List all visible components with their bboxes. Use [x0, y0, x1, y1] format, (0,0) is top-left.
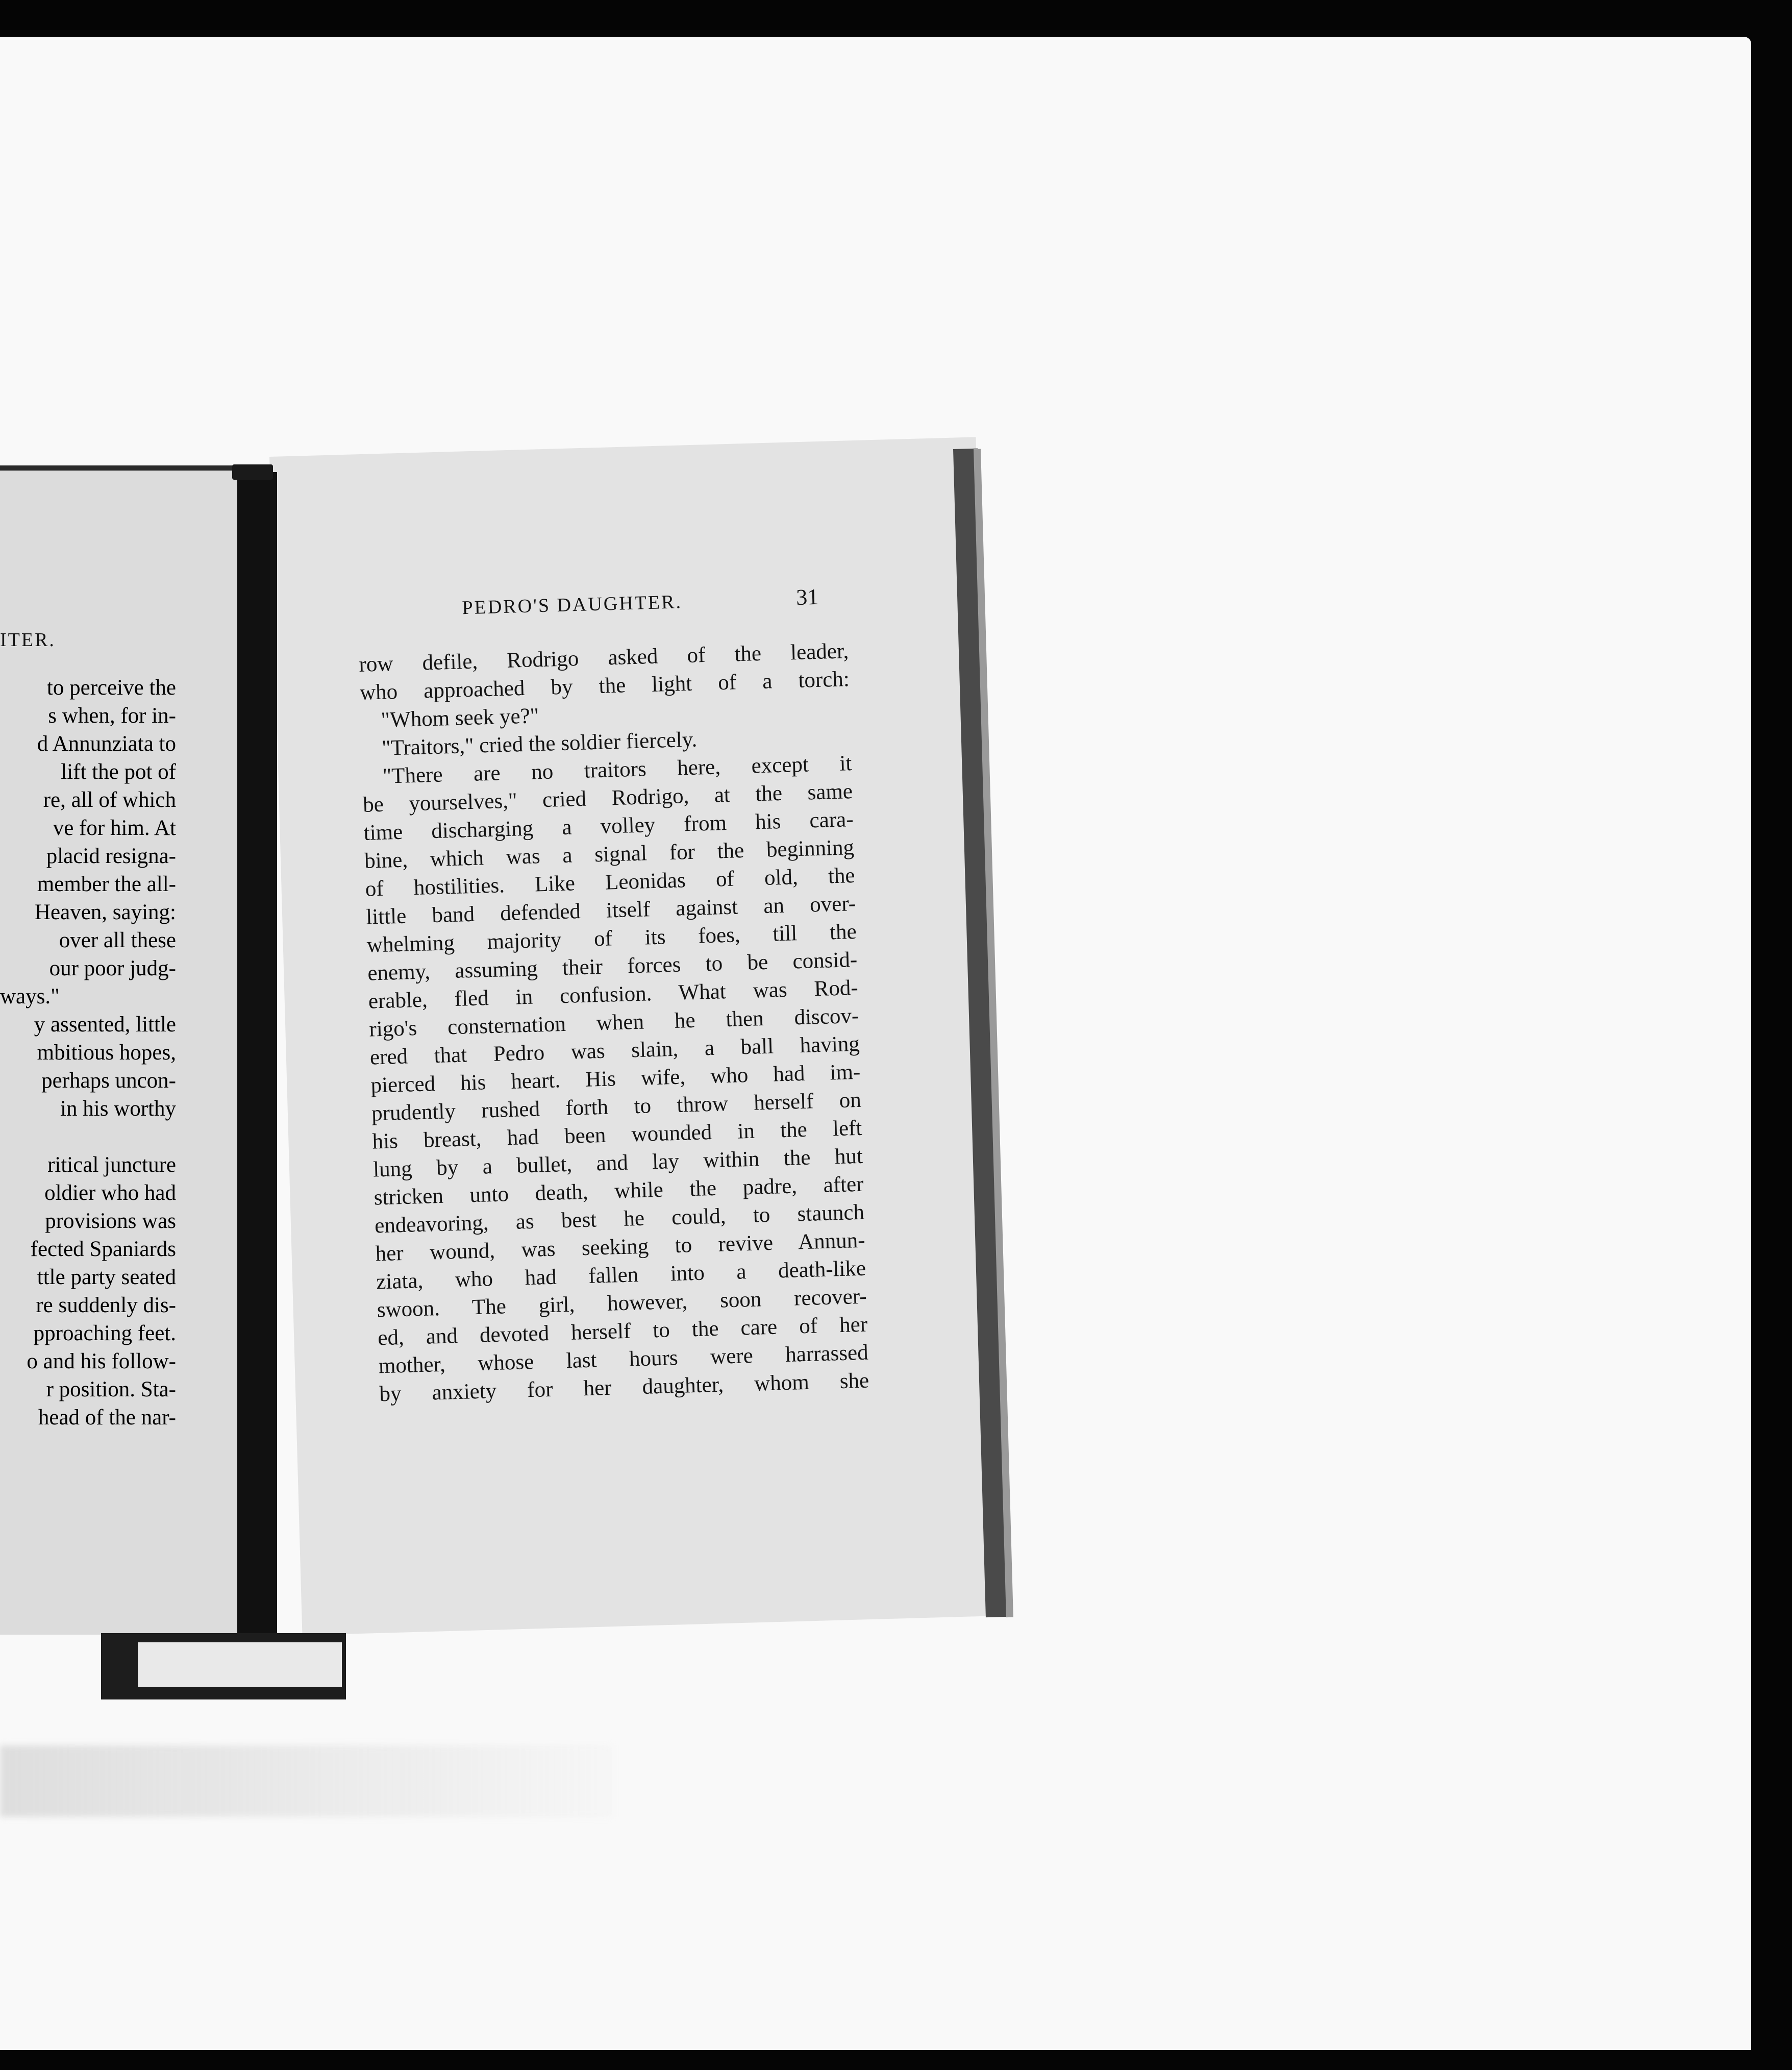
body-line: his breast, had been wounded in the left	[372, 1116, 862, 1154]
body-line: ed, and devoted herself to the care of her	[377, 1312, 868, 1350]
left-line: Heaven, saying:	[34, 900, 176, 924]
body-line: bine, which was a signal for the beginning	[364, 835, 855, 873]
left-line: ve for him. At	[53, 816, 176, 840]
left-line: fected Spaniards	[30, 1237, 176, 1261]
running-head-title: PEDRO'S DAUGHTER.	[461, 591, 683, 619]
left-line: re, all of which	[43, 788, 176, 812]
left-line: perhaps uncon-	[41, 1069, 176, 1093]
left-line: r position. Sta-	[46, 1377, 176, 1401]
left-line: s when, for in-	[48, 704, 176, 728]
page-number: 31	[795, 584, 819, 610]
body-line: whelming majority of its foes, till the	[366, 919, 857, 957]
book-clip-inner	[138, 1642, 342, 1687]
body-line: "Whom seek ye?"	[380, 704, 539, 732]
body-line: ziata, who had fallen into a death-like	[376, 1256, 866, 1294]
body-line: ered that Pedro was slain, a ball having	[369, 1031, 860, 1070]
left-line: in his worthy	[60, 1097, 176, 1121]
left-line: y assented, little	[34, 1013, 176, 1037]
left-line: oldier who had	[44, 1181, 176, 1205]
body-line: enemy, assuming their forces to be consid-	[367, 947, 858, 985]
left-line: our poor judg-	[49, 956, 176, 980]
left-page-text	[0, 674, 176, 1432]
scan-border-right	[1751, 0, 1792, 2070]
body-line: endeavoring, as best he could, to staunch	[374, 1200, 865, 1238]
left-line: head of the nar-	[38, 1406, 176, 1430]
left-line: ritical juncture	[47, 1153, 176, 1177]
left-line: pproaching feet.	[33, 1321, 176, 1345]
left-line-blank	[0, 1123, 176, 1151]
left-line: ways."	[0, 984, 60, 1008]
body-line: little band defended itself against an over-	[365, 891, 856, 929]
left-line: over all these	[59, 928, 176, 952]
left-line: placid resigna-	[46, 844, 176, 868]
body-line: who approached by the light of a torch:	[359, 667, 850, 705]
body-line: row defile, Rodrigo asked of the leader,	[358, 639, 849, 677]
left-line: ttle party seated	[37, 1265, 176, 1289]
body-line: prudently rushed forth to throw herself on	[371, 1088, 862, 1126]
body-line: her wound, was seeking to revive Annun-	[375, 1228, 866, 1266]
body-line: of hostilities. Like Leonidas of old, the	[365, 863, 856, 901]
book-gutter	[237, 472, 277, 1641]
left-line: lift the pot of	[61, 760, 176, 784]
body-line: mother, whose last hours were harrassed	[378, 1340, 869, 1378]
book-spine-top	[232, 464, 273, 480]
body-line: erable, fled in confusion. What was Rod-	[368, 975, 859, 1014]
body-line: time discharging a volley from his cara-	[363, 807, 854, 845]
left-line: to perceive the	[46, 676, 176, 700]
left-line: provisions was	[45, 1209, 176, 1233]
left-line: member the all-	[37, 872, 176, 896]
left-line: mbitious hopes,	[37, 1041, 176, 1065]
left-running-head: ITER.	[0, 629, 56, 651]
body-line: lung by a bullet, and lay within the hut	[372, 1144, 863, 1182]
body-line: rigo's consternation when he then discov-	[368, 1003, 859, 1042]
right-page-text	[357, 585, 890, 1408]
body-line: "There are no traitors here, except it	[382, 751, 852, 788]
body-line: stricken unto death, while the padre, after	[374, 1172, 864, 1210]
body-line: swoon. The girl, however, soon recover-	[377, 1284, 867, 1322]
left-line: d Annunziata to	[37, 732, 176, 756]
left-line: re suddenly dis-	[36, 1293, 176, 1317]
body-line: pierced his heart. His wife, who had im-	[370, 1059, 861, 1098]
body-line: "Traitors," cried the soldier fiercely.	[381, 727, 698, 760]
body-line: by anxiety for her daughter, whom she	[379, 1368, 869, 1407]
body-line: be yourselves," cried Rodrigo, at the same	[362, 779, 853, 817]
left-line: o and his follow-	[27, 1349, 176, 1373]
left-page-top-edge	[0, 465, 265, 471]
scan-smudge	[0, 1745, 612, 1817]
